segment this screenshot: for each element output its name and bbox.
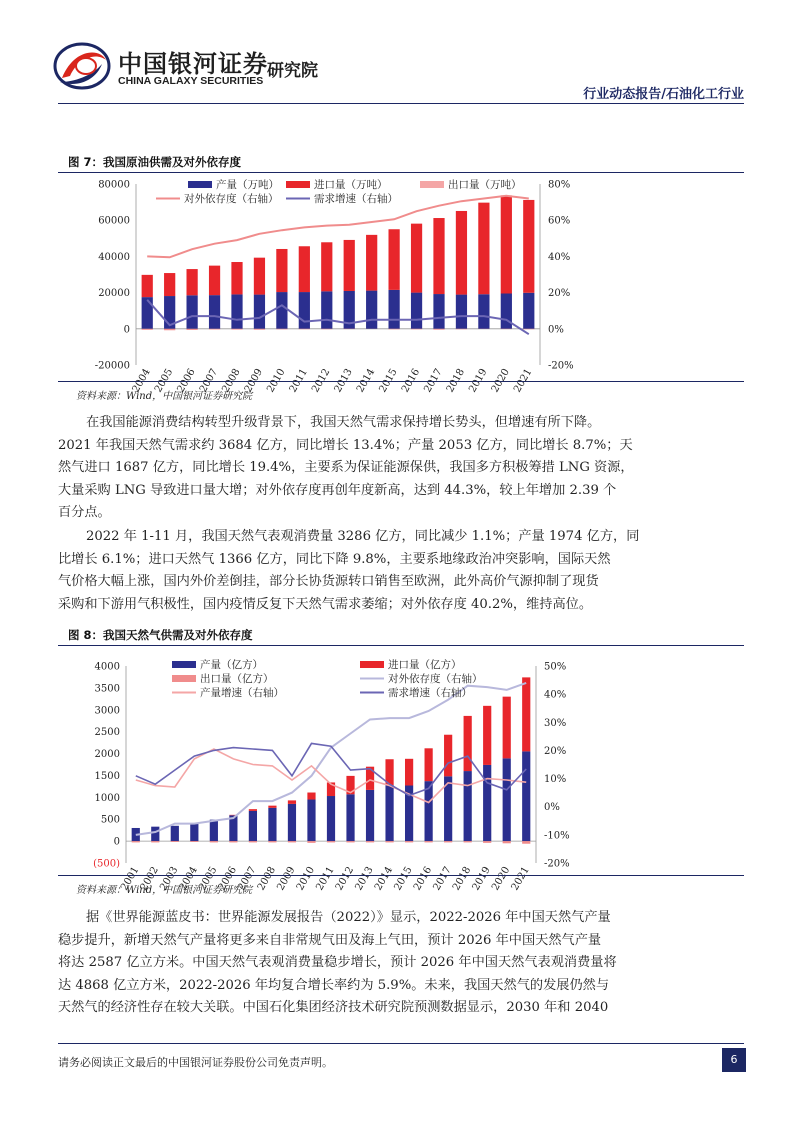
category-tick-label: 2009 xyxy=(242,367,266,395)
right-axis-tick-label: -10% xyxy=(544,830,570,842)
figure-7-bottom-rule xyxy=(58,381,744,382)
category-tick-label: 2005 xyxy=(153,367,176,395)
import-bar xyxy=(389,229,400,290)
paragraph-3 xyxy=(58,907,746,1020)
export-bar xyxy=(389,329,400,330)
paragraph-line: 大量采购 LNG 导致进口量大增；对外依存度再创年度新高，达到 44.3%，较上年增加 2.39 个 xyxy=(58,482,617,498)
paragraph-line: 百分点。 xyxy=(58,505,111,521)
figure-7-top-rule xyxy=(58,172,744,173)
export-bar xyxy=(249,841,257,842)
import-bar xyxy=(344,240,355,291)
left-axis-tick-label: -20000 xyxy=(94,360,130,372)
import-bar xyxy=(249,809,257,811)
import-bar xyxy=(307,793,315,800)
left-axis-tick-label: (500) xyxy=(93,858,120,870)
import-bar xyxy=(231,262,242,294)
left-axis-tick-label: 500 xyxy=(100,814,120,826)
legend-label: 需求增速（右轴） xyxy=(314,193,398,205)
paragraph-line: 比增长 6.1%；进口天然气 1366 亿方，同比下降 9.8%，主要系地缘政治冲突影响，国际天然 xyxy=(58,551,611,567)
production-bar xyxy=(366,291,377,329)
production-bar xyxy=(307,800,315,842)
category-tick-label: 2010 xyxy=(265,367,288,395)
footer-divider xyxy=(58,1043,744,1044)
left-axis-tick-label: 1000 xyxy=(94,792,120,804)
production-bar xyxy=(456,295,467,329)
legend-label: 进口量（亿方） xyxy=(388,659,462,671)
category-tick-label: 2011 xyxy=(314,865,337,893)
paragraph-2 xyxy=(58,526,746,616)
left-axis-tick-label: 4000 xyxy=(94,661,120,673)
production-bar xyxy=(327,796,335,841)
production-bar xyxy=(151,827,159,841)
category-tick-label: 2019 xyxy=(470,865,493,893)
export-bar xyxy=(346,841,354,842)
figure-8-top-rule xyxy=(58,645,744,646)
production-bar xyxy=(254,295,265,329)
production-bar xyxy=(483,765,491,841)
category-tick-label: 2004 xyxy=(177,865,200,893)
export-bar xyxy=(254,329,265,330)
left-axis-tick-label: 2000 xyxy=(94,749,120,761)
category-tick-label: 2008 xyxy=(255,865,279,893)
production-bar xyxy=(210,820,218,841)
production-bar xyxy=(190,823,198,841)
export-bar xyxy=(190,841,198,842)
category-tick-label: 2018 xyxy=(444,367,468,395)
left-axis-tick-label: 0 xyxy=(113,836,120,848)
paragraph-1 xyxy=(58,412,746,525)
export-bar xyxy=(268,841,276,842)
category-tick-label: 2011 xyxy=(287,367,310,395)
legend-label: 需求增速（右轴） xyxy=(388,687,472,699)
category-tick-label: 2021 xyxy=(509,865,532,893)
category-tick-label: 2014 xyxy=(355,367,378,395)
import-bar xyxy=(366,235,377,291)
category-tick-label: 2002 xyxy=(138,865,161,893)
right-axis-tick-label: 0% xyxy=(544,802,560,814)
header-divider xyxy=(58,103,744,104)
right-axis-tick-label: 20% xyxy=(544,745,567,757)
legend-label: 进口量（万吨） xyxy=(314,179,388,191)
left-axis-tick-label: 80000 xyxy=(98,179,130,191)
paragraph-line: 天然气的经济性存在较大关联。中国石化集团经济技术研究院预测数据显示，2030 年和 2040 xyxy=(58,1000,609,1016)
legend-swatch xyxy=(172,675,196,682)
legend-swatch xyxy=(188,181,212,188)
category-tick-label: 2007 xyxy=(197,367,221,395)
category-tick-label: 2013 xyxy=(353,865,376,893)
category-tick-label: 2001 xyxy=(119,865,142,893)
production-bar xyxy=(209,295,220,329)
export-bar xyxy=(411,329,422,330)
export-bar xyxy=(405,841,413,842)
right-axis-tick-label: 20% xyxy=(548,288,571,300)
category-tick-label: 2007 xyxy=(236,865,259,893)
legend-swatch xyxy=(420,181,444,188)
export-bar xyxy=(209,329,220,330)
import-bar xyxy=(503,697,511,759)
right-axis-tick-label: 60% xyxy=(548,215,571,227)
right-axis-tick-label: -20% xyxy=(548,360,574,372)
left-axis-tick-label: 3000 xyxy=(94,705,120,717)
category-tick-label: 2012 xyxy=(310,367,333,395)
figure-8-source: 资料来源：Wind，中国银河证券研究院 xyxy=(76,885,253,896)
production-bar xyxy=(433,294,444,329)
report-type: 行业动态报告/石油化工行业 xyxy=(583,87,744,102)
import-bar xyxy=(456,211,467,295)
category-tick-label: 2021 xyxy=(512,367,535,395)
left-axis-tick-label: 2500 xyxy=(94,727,120,739)
export-bar xyxy=(522,841,530,844)
category-tick-label: 2018 xyxy=(451,865,474,893)
production-bar xyxy=(321,291,332,328)
export-bar xyxy=(142,329,153,330)
figure-8-title: 图 8：我国天然气供需及对外依存度 xyxy=(68,628,253,642)
export-bar xyxy=(276,329,287,330)
import-bar xyxy=(254,258,265,295)
category-tick-label: 2005 xyxy=(197,865,220,893)
page-number: 6 xyxy=(722,1048,746,1072)
import-bar xyxy=(523,200,534,293)
right-axis-tick-label: 10% xyxy=(544,774,567,786)
import-bar xyxy=(321,242,332,291)
paragraph-line: 据《世界能源蓝皮书：世界能源发展报告（2022）》显示，2022-2026 年中国天然气产量 xyxy=(86,910,611,925)
category-tick-label: 2006 xyxy=(216,865,239,893)
export-bar xyxy=(483,841,491,843)
export-bar xyxy=(366,841,374,842)
export-bar xyxy=(444,841,452,842)
right-axis-tick-label: 50% xyxy=(544,661,567,673)
category-tick-label: 2017 xyxy=(431,865,454,893)
import-bar xyxy=(268,806,276,808)
paragraph-line: 稳步提升，新增天然气产量将更多来自非常规气田及海上气田，预计 2026 年中国天然气产量 xyxy=(58,932,602,948)
import-bar xyxy=(299,246,310,292)
import-bar xyxy=(411,224,422,293)
category-tick-label: 2015 xyxy=(377,367,400,395)
right-axis-tick-label: 0% xyxy=(548,324,564,336)
left-axis-tick-label: 40000 xyxy=(98,251,130,263)
category-tick-label: 2020 xyxy=(489,367,512,395)
legend-swatch xyxy=(286,181,310,188)
left-axis-tick-label: 0 xyxy=(123,324,130,336)
production-bar xyxy=(231,294,242,328)
category-tick-label: 2015 xyxy=(392,865,415,893)
figure-7-source: 资料来源：Wind，中国银河证券研究院 xyxy=(76,391,253,402)
production-bar xyxy=(171,826,179,841)
right-axis-tick-label: 30% xyxy=(544,717,567,729)
legend-label: 对外依存度（右轴） xyxy=(388,673,483,685)
import-bar xyxy=(164,273,175,296)
legend-label: 对外依存度（右轴） xyxy=(184,193,279,205)
right-axis-tick-label: 40% xyxy=(544,689,567,701)
import-bar xyxy=(433,218,444,294)
production-bar xyxy=(411,293,422,329)
right-axis-tick-label: -20% xyxy=(544,858,570,870)
production-bar xyxy=(478,294,489,329)
export-bar xyxy=(231,329,242,330)
galaxy-logo-icon xyxy=(52,40,112,92)
category-tick-label: 2016 xyxy=(411,865,435,893)
figure-8-bottom-rule xyxy=(58,875,744,876)
production-bar xyxy=(249,811,257,841)
import-bar xyxy=(276,249,287,292)
figure-7-title: 图 7：我国原油供需及对外依存度 xyxy=(68,155,242,169)
category-tick-label: 2010 xyxy=(294,865,318,893)
category-tick-label: 2016 xyxy=(399,367,423,395)
export-bar xyxy=(164,329,175,330)
logo-institute-text: 研究院 xyxy=(267,61,318,81)
production-bar xyxy=(464,771,472,841)
legend-swatch xyxy=(360,661,384,668)
category-tick-label: 2003 xyxy=(158,865,181,893)
export-bar xyxy=(151,841,159,842)
import-bar xyxy=(501,195,512,293)
import-bar xyxy=(405,759,413,786)
footer-disclaimer: 请务必阅读正文最后的中国银河证券股份公司免责声明。 xyxy=(58,1056,333,1069)
export-bar xyxy=(171,841,179,842)
export-bar xyxy=(307,841,315,843)
export-bar xyxy=(503,841,511,843)
category-tick-label: 2004 xyxy=(130,367,153,395)
legend-swatch xyxy=(172,661,196,668)
production-bar xyxy=(142,297,153,329)
category-tick-label: 2014 xyxy=(372,865,396,893)
production-bar xyxy=(299,292,310,329)
production-bar xyxy=(523,293,534,329)
left-axis-tick-label: 20000 xyxy=(98,288,130,300)
right-axis-tick-label: 80% xyxy=(548,179,571,191)
production-bar xyxy=(389,290,400,329)
import-bar xyxy=(522,677,530,751)
left-axis-tick-label: 1500 xyxy=(94,770,120,782)
legend-label: 产量增速（右轴） xyxy=(200,687,284,699)
paragraph-line: 采购和下游用气积极性，国内疫情反复下天然气需求萎缩；对外依存度 40.2%，维持高位。 xyxy=(58,596,593,612)
series-line xyxy=(147,196,529,257)
production-bar xyxy=(366,790,374,841)
legend-label: 出口量（亿方） xyxy=(200,673,274,685)
production-bar xyxy=(522,751,530,841)
export-bar xyxy=(433,329,444,330)
logo-chinese-text: 中国银河证券 xyxy=(118,50,268,78)
legend-label: 产量（亿方） xyxy=(200,659,263,671)
export-bar xyxy=(229,841,237,842)
category-tick-label: 2009 xyxy=(275,865,298,893)
export-bar xyxy=(288,841,296,842)
production-bar xyxy=(276,292,287,329)
export-bar xyxy=(464,841,472,842)
right-axis-tick-label: 40% xyxy=(548,251,571,263)
category-tick-label: 2013 xyxy=(332,367,355,395)
import-bar xyxy=(288,800,296,804)
production-bar xyxy=(268,808,276,841)
production-bar xyxy=(346,794,354,841)
category-tick-label: 2012 xyxy=(333,865,357,893)
export-bar xyxy=(210,841,218,842)
import-bar xyxy=(444,735,452,777)
category-tick-label: 2006 xyxy=(175,367,198,395)
production-bar xyxy=(503,758,511,841)
legend-label: 出口量（万吨） xyxy=(448,179,522,191)
paragraph-line: 然气进口 1687 亿方，同比增长 19.4%，主要系为保证能源保供，我国多方积极筹措 LNG 资源， xyxy=(58,460,634,476)
import-bar xyxy=(478,203,489,295)
export-bar xyxy=(385,841,393,842)
paragraph-line: 在我国能源消费结构转型升级背景下，我国天然气需求保持增长势头，但增速有所下降。 xyxy=(86,415,601,430)
left-axis-tick-label: 60000 xyxy=(98,215,130,227)
logo-english-text: CHINA GALAXY SECURITIES xyxy=(118,75,264,87)
import-bar xyxy=(142,275,153,297)
import-bar xyxy=(187,269,198,295)
export-bar xyxy=(132,841,140,842)
import-bar xyxy=(209,266,220,296)
category-tick-label: 2017 xyxy=(422,367,445,395)
production-bar xyxy=(385,785,393,841)
paragraph-line: 2022 年 1-11 月，我国天然气表观消费量 3286 亿方，同比减少 1.1%；产量 1974 亿方，同 xyxy=(86,529,640,544)
export-bar xyxy=(425,841,433,842)
production-bar xyxy=(187,295,198,328)
production-bar xyxy=(288,804,296,841)
category-tick-label: 2008 xyxy=(220,367,243,395)
category-tick-label: 2019 xyxy=(467,367,490,395)
paragraph-line: 将达 2587 亿立方米。中国天然气表观消费量稳步增长，预计 2026 年中国天然气表观消费量将 xyxy=(58,955,617,971)
paragraph-line: 气价格大幅上涨，国内外价差倒挂，部分长协货源转口销售至欧洲，此外高价气源抑制了现货 xyxy=(58,574,599,590)
paragraph-line: 达 4868 亿立方米，2022-2026 年均复合增长率约为 5.9%。未来，我国天然气的发展仍然与 xyxy=(58,977,610,993)
import-bar xyxy=(464,716,472,771)
category-tick-label: 2020 xyxy=(490,865,513,893)
legend-label: 产量（万吨） xyxy=(216,179,279,191)
export-bar xyxy=(327,841,335,842)
import-bar xyxy=(425,748,433,781)
left-axis-tick-label: 3500 xyxy=(94,683,120,695)
import-bar xyxy=(483,706,491,765)
export-bar xyxy=(187,329,198,330)
paragraph-line: 2021 年我国天然气需求约 3684 亿方，同比增长 13.4%；产量 2053 亿方，同比增长 8.7%；天 xyxy=(58,437,633,453)
crude-oil-chart xyxy=(58,174,748,395)
